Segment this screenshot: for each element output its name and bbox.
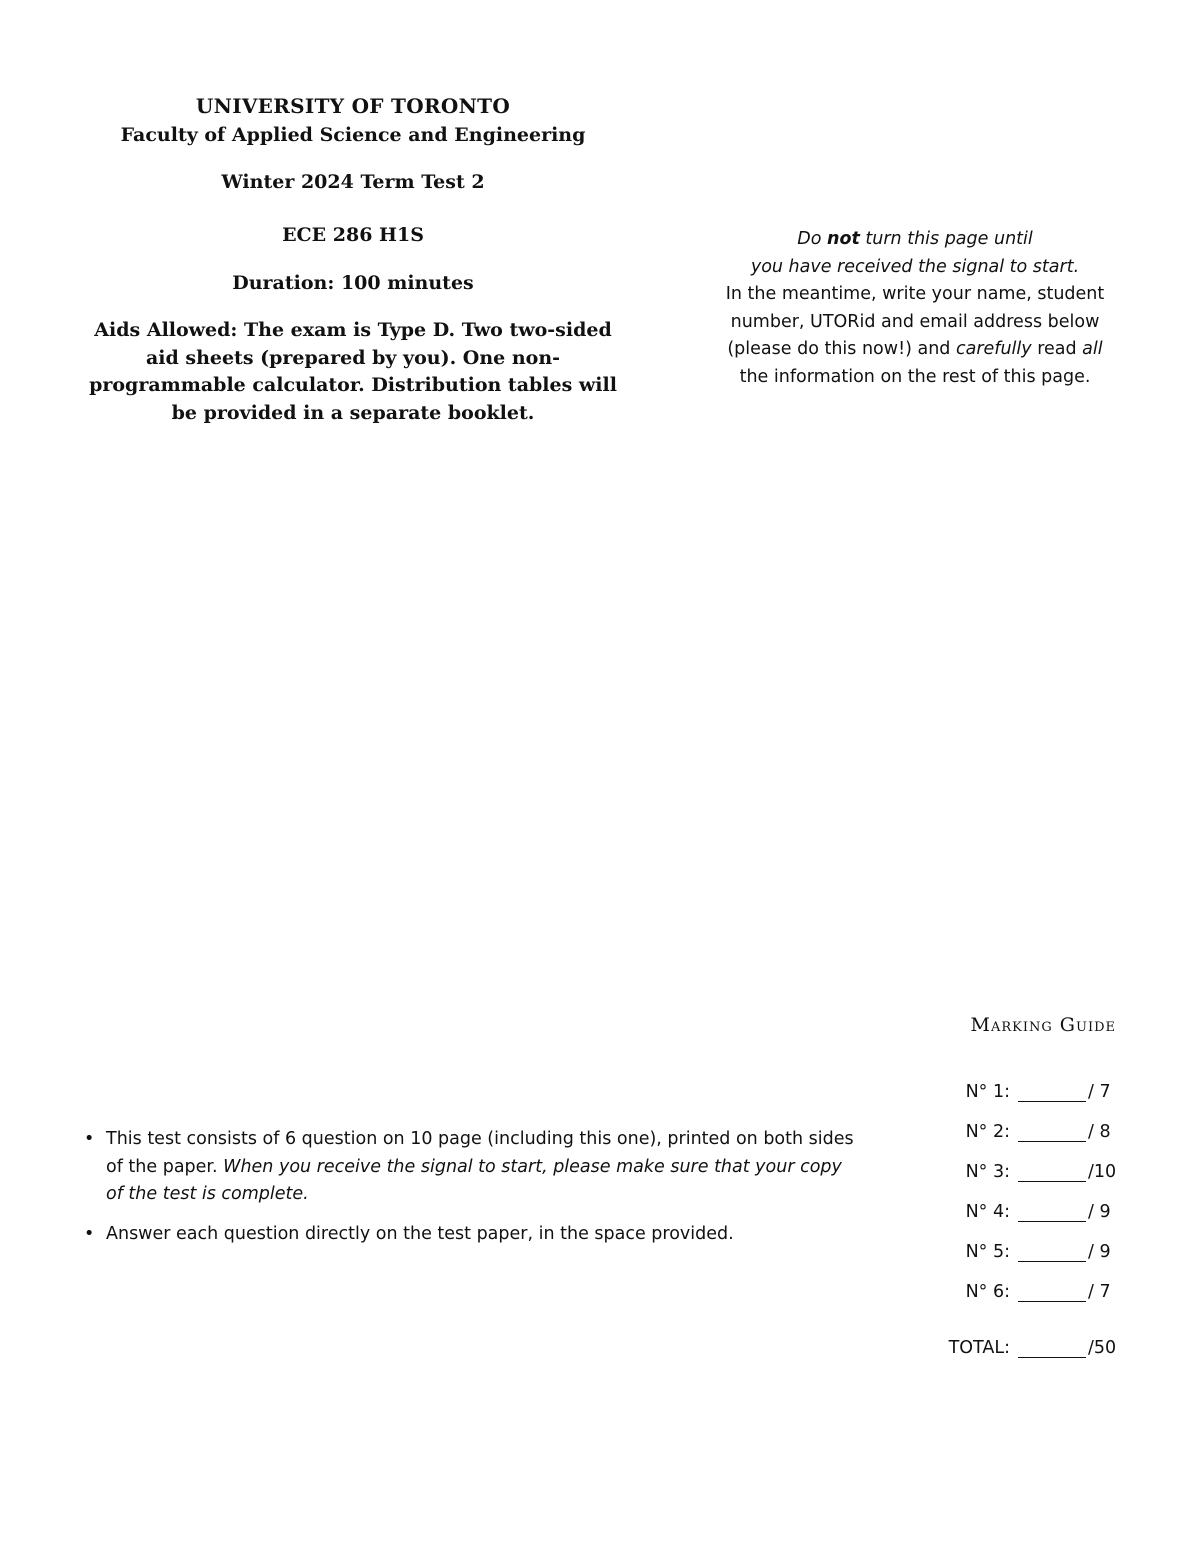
mark-row-q4 <box>900 1192 1118 1232</box>
start-notice <box>660 226 1170 391</box>
notice-line-3: In the meantime, write your name, student <box>725 284 1105 304</box>
total-label: TOTAL: <box>948 1338 1010 1358</box>
mark-label: N° 2: <box>965 1122 1010 1142</box>
mark-max: / 9 <box>1088 1202 1111 1222</box>
marking-guide-table <box>900 1072 1118 1368</box>
list-item <box>82 1126 862 1209</box>
mark-row-total <box>900 1328 1118 1368</box>
total-blank <box>1018 1339 1086 1358</box>
bullet: • <box>84 1129 95 1149</box>
mark-label: N° 5: <box>965 1242 1010 1262</box>
notice-line-1: Do not turn this page until <box>797 229 1033 249</box>
notice-line-2: you have received the signal to start. <box>750 256 1080 277</box>
instruction-text: This test consists of 6 question on 10 page (including this one), printed on both sides of the paper. <box>106 1129 854 1177</box>
university-name: UNIVERSITY OF TORONTO <box>195 94 511 118</box>
mark-blank <box>1018 1203 1086 1222</box>
instruction-text: Answer each question directly on the test paper, in the space provided. <box>106 1223 734 1244</box>
notice-line-4: number, UTORid and email address below <box>730 311 1100 332</box>
marking-guide-title: Marking Guide <box>970 1014 1116 1036</box>
mark-blank <box>1018 1083 1086 1102</box>
mark-blank <box>1018 1243 1086 1262</box>
instructions-list <box>82 1126 862 1260</box>
list-item <box>82 1221 862 1249</box>
mark-label: N° 6: <box>965 1282 1010 1302</box>
mark-max: /10 <box>1088 1162 1117 1182</box>
mark-max: / 9 <box>1088 1242 1111 1262</box>
mark-row-q3 <box>900 1152 1118 1192</box>
instruction-emphasis: When you receive the signal to start, please make sure that your copy of the test is complete. <box>106 1156 842 1204</box>
notice-line-5: (please do this now!) and carefully read all <box>727 339 1103 359</box>
bullet: • <box>84 1223 95 1244</box>
mark-row-q1 <box>900 1072 1118 1112</box>
term-title: Winter 2024 Term Test 2 <box>221 171 485 193</box>
exam-duration: Duration: 100 minutes <box>232 272 474 294</box>
mark-row-q2 <box>900 1112 1118 1152</box>
mark-blank <box>1018 1163 1086 1182</box>
exam-header <box>88 92 618 427</box>
notice-line-6: the information on the rest of this page. <box>739 366 1091 387</box>
mark-label: N° 3: <box>965 1162 1010 1182</box>
mark-row-q6 <box>900 1272 1118 1312</box>
mark-max: / 7 <box>1088 1282 1111 1302</box>
course-code: ECE 286 H1S <box>282 224 424 246</box>
mark-blank <box>1018 1283 1086 1302</box>
mark-row-q5 <box>900 1232 1118 1272</box>
total-max: /50 <box>1088 1338 1117 1358</box>
mark-label: N° 1: <box>965 1082 1010 1102</box>
mark-blank <box>1018 1123 1086 1142</box>
faculty-name: Faculty of Applied Science and Engineering <box>120 124 586 146</box>
aids-allowed: Aids Allowed: The exam is Type D. Two two-sided aid sheets (prepared by you). One non-programmable calculator. Distribution tables will be provided in a separate booklet. <box>89 319 617 424</box>
mark-max: / 7 <box>1088 1082 1111 1102</box>
mark-label: N° 4: <box>965 1202 1010 1222</box>
mark-max: / 8 <box>1088 1122 1111 1142</box>
